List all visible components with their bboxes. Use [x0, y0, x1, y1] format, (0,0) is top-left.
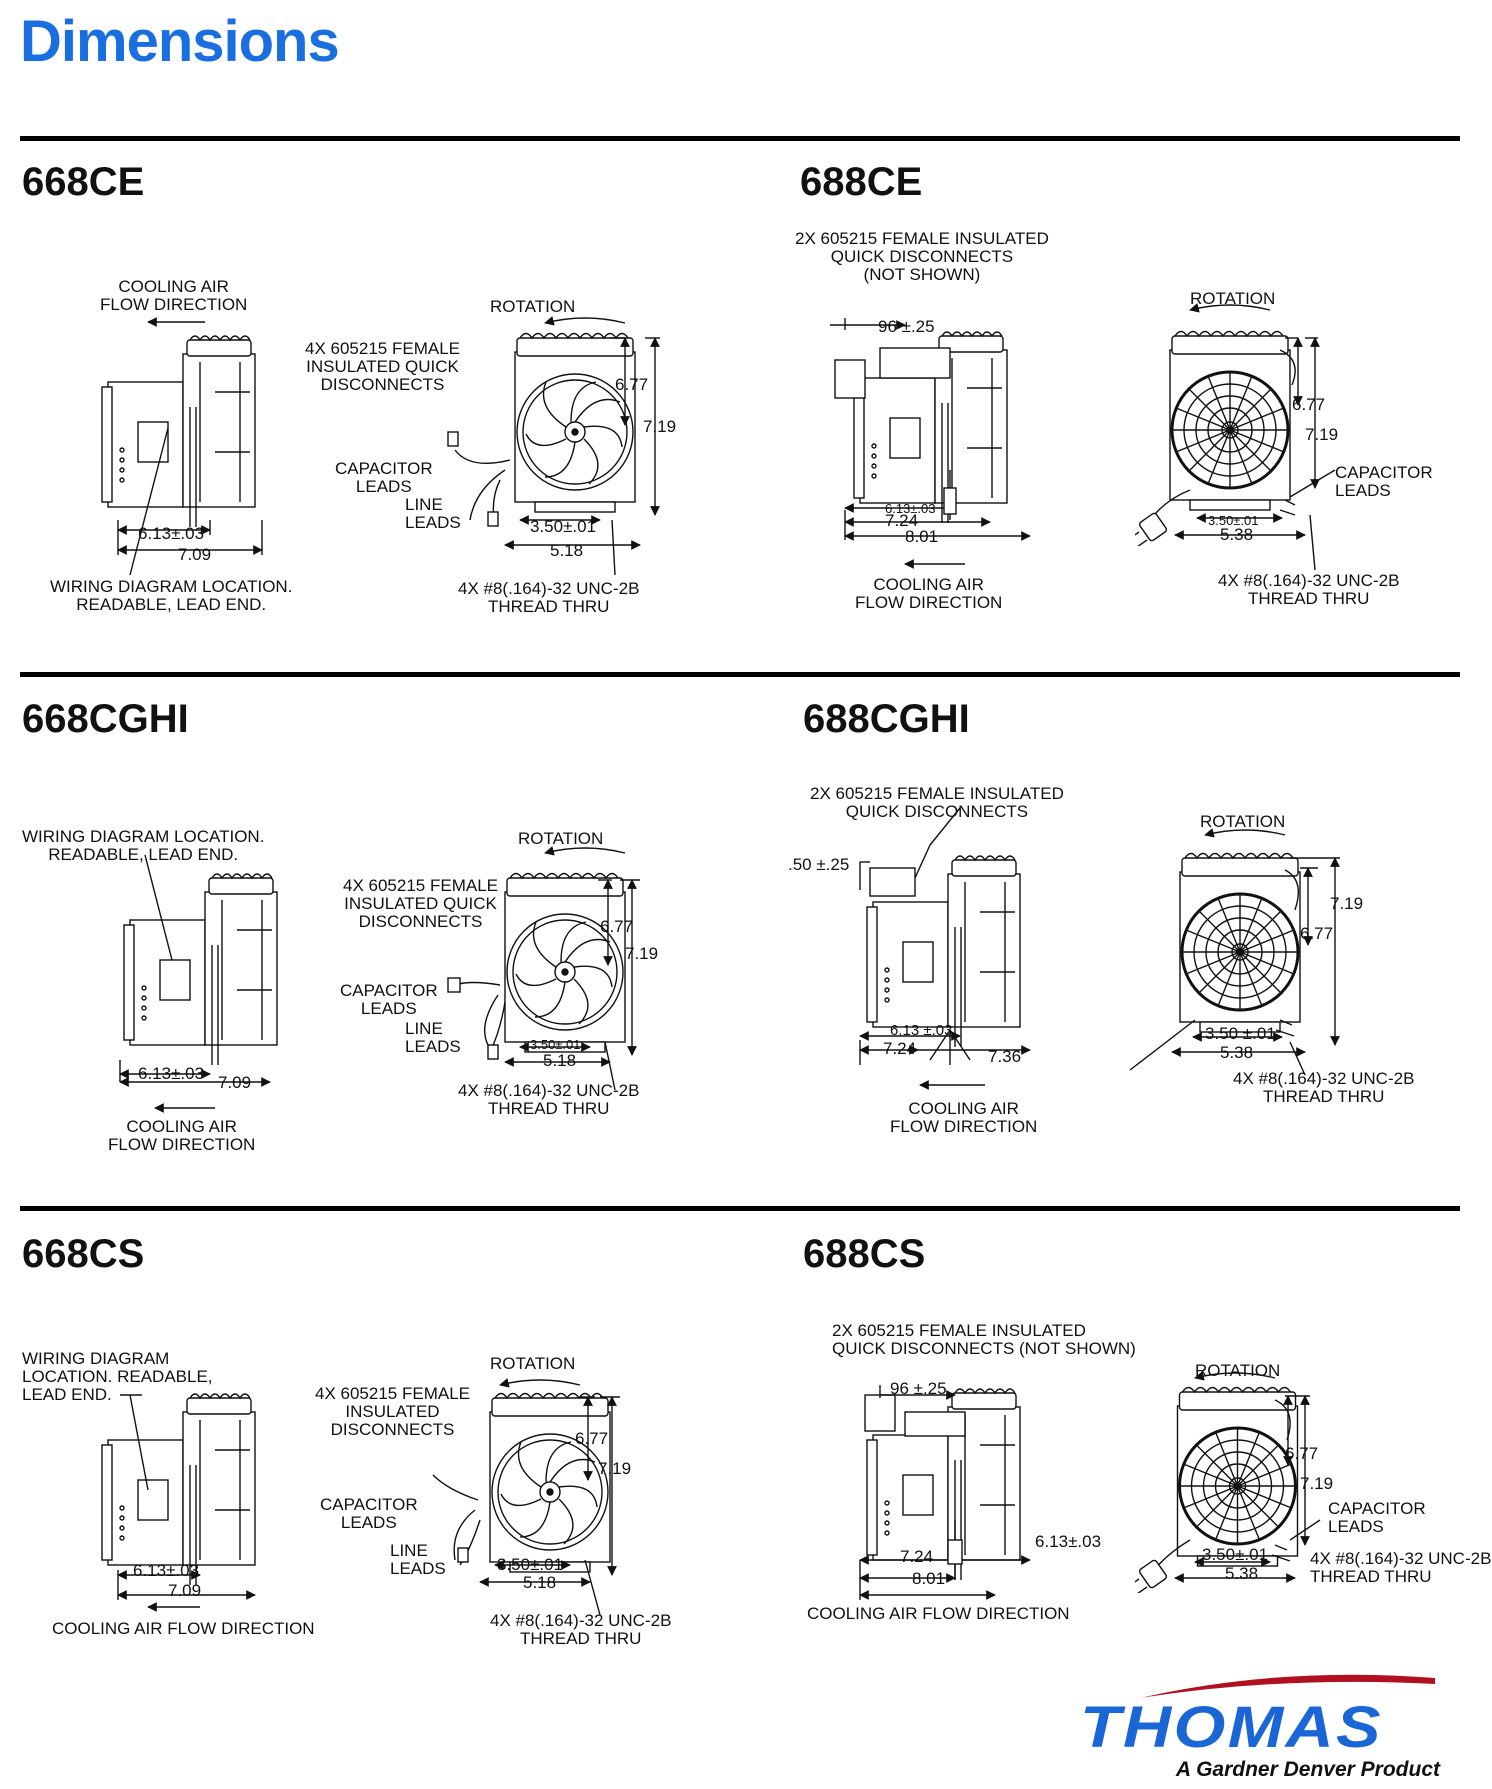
cooling-air-label-688cghi: COOLING AIR FLOW DIRECTION: [890, 1099, 1038, 1136]
model-title-688cghi: 688CGHI: [803, 697, 970, 741]
drawing-688cghi: [860, 808, 1340, 1085]
capacitor-label-688ce: CAPACITOR LEADS: [1335, 463, 1433, 500]
dim-801-688ce: 8.01: [905, 527, 939, 546]
cooling-air-label-688ce: COOLING AIR FLOW DIRECTION: [855, 575, 1003, 612]
model-title-668ce: 668CE: [22, 160, 145, 204]
dim-709-668ce: 7.09: [178, 545, 212, 564]
rotation-label-668cs: ROTATION: [490, 1354, 576, 1373]
dim-350-688ce: 3.50±.01: [1208, 513, 1259, 528]
dim-677-668cs: 6.77: [575, 1429, 609, 1448]
rotation-label-668ce: ROTATION: [490, 297, 576, 316]
dim-677-688cghi: 6.77: [1300, 924, 1334, 943]
disconnects-label-668cghi: 4X 605215 FEMALE INSULATED QUICK DISCONNECTS: [343, 876, 498, 931]
dim-350-668ce: 3.50±.01: [530, 517, 597, 536]
rotation-label-688cs: ROTATION: [1195, 1361, 1281, 1380]
dim-724-688cghi: 7.24: [883, 1039, 917, 1058]
line-leads-label-668cghi: LINE LEADS: [405, 1019, 461, 1056]
thread-label-688ce: 4X #8(.164)-32 UNC-2B THREAD THRU: [1218, 571, 1400, 608]
dim-724-688ce: 7.24: [885, 511, 919, 530]
dim-350-688cghi: 3.50 ±.01: [1205, 1024, 1276, 1043]
disconnects-label-688cs: 2X 605215 FEMALE INSULATED QUICK DISCONNECTS (NOT SHOWN): [832, 1321, 1136, 1358]
dim-50-688cghi: .50 ±.25: [788, 855, 850, 874]
disconnects-label-668ce: 4X 605215 FEMALE INSULATED QUICK DISCONNECTS: [305, 339, 460, 394]
thread-label-668cghi: 4X #8(.164)-32 UNC-2B THREAD THRU: [458, 1081, 640, 1118]
dim-538-688cghi: 5.38: [1220, 1043, 1254, 1062]
dim-518-668ce: 5.18: [550, 541, 584, 560]
rotation-label-688ce: ROTATION: [1190, 289, 1276, 308]
dim-801-688cs: 8.01: [912, 1569, 946, 1588]
rotation-label-688cghi: ROTATION: [1200, 812, 1286, 831]
line-leads-label-668ce: LINE LEADS: [405, 495, 461, 532]
thread-label-668ce: 4X #8(.164)-32 UNC-2B THREAD THRU: [458, 579, 640, 616]
page-title: Dimensions: [20, 9, 339, 74]
capacitor-label-668cghi: CAPACITOR LEADS: [340, 981, 438, 1018]
dim-613-668ce: 6.13±.03: [138, 524, 205, 543]
model-title-668cs: 668CS: [22, 1232, 145, 1276]
cooling-air-label-688cs: COOLING AIR FLOW DIRECTION: [807, 1604, 1070, 1623]
dim-719-668cs: 7.19: [598, 1459, 632, 1478]
dim-709-668cs: 7.09: [168, 1581, 202, 1600]
model-title-688ce: 688CE: [800, 160, 923, 204]
disconnects-label-668cs: 4X 605215 FEMALE INSULATED DISCONNECTS: [315, 1384, 470, 1439]
dim-350-688cs: 3.50±.01: [1202, 1545, 1269, 1564]
model-title-688cs: 688CS: [803, 1232, 926, 1276]
dim-736-688cghi: 7.36: [988, 1047, 1022, 1066]
dim-96-688ce: 96 ±.25: [878, 317, 935, 336]
wiring-location-label-668cs: WIRING DIAGRAM LOCATION. READABLE, LEAD END.: [22, 1349, 213, 1404]
dim-613-688cs: 6.13±.03: [1035, 1532, 1102, 1551]
logo-wordmark: THOMAS: [1080, 1695, 1383, 1760]
dim-677-688cs: 6.77: [1285, 1444, 1319, 1463]
dim-518-668cghi: 5.18: [543, 1051, 577, 1070]
dim-96-688cs: 96 ±.25: [890, 1379, 947, 1398]
thread-label-688cghi: 4X #8(.164)-32 UNC-2B THREAD THRU: [1233, 1069, 1415, 1106]
capacitor-label-668cs: CAPACITOR LEADS: [320, 1495, 418, 1532]
cooling-air-label-668ce: COOLING AIR FLOW DIRECTION: [100, 277, 248, 314]
disconnects-label-688ce: 2X 605215 FEMALE INSULATED QUICK DISCONNECTS (NOT SHOWN): [795, 229, 1049, 284]
dim-677-688ce: 6.77: [1292, 395, 1326, 414]
line-leads-label-668cs: LINE LEADS: [390, 1541, 446, 1578]
dim-613-688ce: 6.13±.03: [885, 501, 936, 516]
dim-538-688ce: 5.38: [1220, 525, 1254, 544]
dim-350-668cs: 3.50±.01: [497, 1555, 564, 1574]
dim-350-668cghi: 3.50±.01: [530, 1037, 581, 1052]
cooling-air-label-668cghi: COOLING AIR FLOW DIRECTION: [108, 1117, 256, 1154]
rotation-label-668cghi: ROTATION: [518, 829, 604, 848]
thomas-logo: [1080, 1670, 1440, 1780]
dim-719-668cghi: 7.19: [625, 944, 659, 963]
dim-677-668cghi: 6.77: [600, 917, 634, 936]
logo-tagline: A Gardner Denver Product: [1175, 1758, 1440, 1781]
disconnects-label-688cghi: 2X 605215 FEMALE INSULATED QUICK DISCONNECTS: [810, 784, 1064, 821]
dim-719-688cghi: 7.19: [1330, 894, 1364, 913]
dim-518-668cs: 5.18: [523, 1573, 557, 1592]
wiring-location-label-668ce: WIRING DIAGRAM LOCATION. READABLE, LEAD END.: [50, 577, 293, 614]
thread-label-668cs: 4X #8(.164)-32 UNC-2B THREAD THRU: [490, 1611, 672, 1648]
dim-719-688ce: 7.19: [1305, 425, 1339, 444]
dim-538-688cs: 5.38: [1225, 1564, 1259, 1583]
dim-613-688cghi: 6.13 ±.03: [890, 1022, 953, 1039]
dim-613-668cghi: 6.13±.03: [138, 1064, 205, 1083]
dim-613-668cs: 6.13±.03: [133, 1561, 200, 1580]
capacitor-label-668ce: CAPACITOR LEADS: [335, 459, 433, 496]
cooling-air-label-668cs: COOLING AIR FLOW DIRECTION: [52, 1619, 315, 1638]
capacitor-label-688cs: CAPACITOR LEADS: [1328, 1499, 1426, 1536]
thread-label-688cs: 4X #8(.164)-32 UNC-2B THREAD THRU: [1310, 1549, 1492, 1586]
wiring-location-label-668cghi: WIRING DIAGRAM LOCATION. READABLE, LEAD END.: [22, 827, 265, 864]
dim-709-668cghi: 7.09: [218, 1073, 252, 1092]
dim-724-688cs: 7.24: [900, 1547, 934, 1566]
dim-719-688cs: 7.19: [1300, 1474, 1334, 1493]
model-title-668cghi: 668CGHI: [22, 697, 189, 741]
dim-677-668ce: 6.77: [615, 375, 649, 394]
dim-719-668ce: 7.19: [643, 417, 677, 436]
